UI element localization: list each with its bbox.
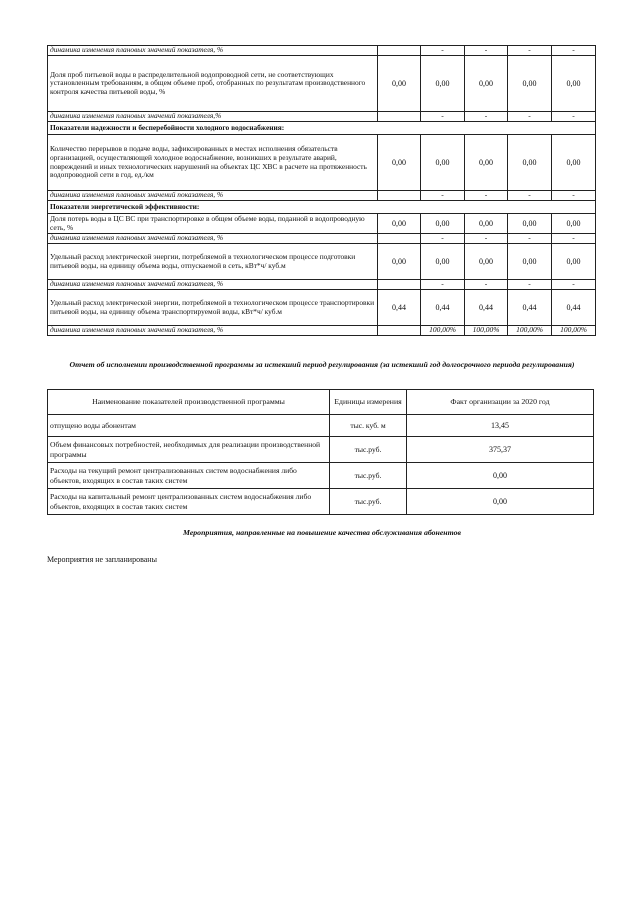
indicator-value (378, 326, 421, 336)
report-header-name: Наименование показателей производственной программы (48, 390, 330, 415)
report-cell-fact: 0,00 (407, 489, 594, 515)
indicator-value: 0,00 (552, 56, 596, 112)
indicator-label: динамика изменения плановых значений показателя, % (48, 46, 378, 56)
indicator-value (378, 280, 421, 290)
indicator-value: - (421, 46, 465, 56)
indicator-value: 0,00 (378, 244, 421, 280)
report-title: Отчет об исполнении производственной программы за истекший период регулирования (за истекший год долгосрочного периода регулирования) (69, 360, 575, 369)
indicator-label: Удельный расход электрической энергии, потребляемой в технологическом процессе подготовки питьевой воды, на единицу объема воды, отпускаемой в сеть, кВт*ч/ куб.м (48, 244, 378, 280)
report-cell-unit: тыс.руб. (330, 437, 407, 463)
indicator-value: 0,00 (552, 244, 596, 280)
indicator-value: 0,44 (378, 290, 421, 326)
indicator-label: Доля проб питьевой воды в распределительной водопроводной сети, не соответствующих установленным требованиям, в общем объеме проб, отобранных по результатам производственного контроля качества питьевой воды, % (48, 56, 378, 112)
dynamics-row (48, 112, 596, 122)
indicator-value: - (552, 234, 596, 244)
dynamics-row (48, 46, 596, 56)
indicator-label: Удельный расход электрической энергии, потребляемой в технологическом процессе транспортировки питьевой воды, на единицу объема транспортируемой воды, кВт*ч/ куб.м (48, 290, 378, 326)
indicator-row (48, 244, 596, 280)
indicator-value: 100,00% (552, 326, 596, 336)
indicator-value: 0,00 (508, 244, 552, 280)
indicator-value: 0,00 (508, 56, 552, 112)
indicator-value (378, 234, 421, 244)
indicator-value: - (508, 112, 552, 122)
indicator-value (378, 46, 421, 56)
indicator-value: 0,00 (465, 244, 508, 280)
report-header-unit: Единицы измерения (330, 390, 407, 415)
indicator-value: - (465, 46, 508, 56)
indicator-value: - (421, 234, 465, 244)
indicator-value (378, 112, 421, 122)
indicator-value: - (508, 280, 552, 290)
indicator-value: - (465, 112, 508, 122)
indicator-value: 0,00 (421, 135, 465, 191)
report-table (47, 389, 594, 515)
report-cell-fact: 13,45 (407, 415, 594, 437)
indicator-value: 0,00 (421, 214, 465, 234)
indicator-value: - (508, 46, 552, 56)
indicator-label: Количество перерывов в подаче воды, зафиксированных в местах исполнения обязательств организацией, осуществляющей холодное водоснабжение, возникших в результате аварий, повреждений и иных технологических нарушений на объектах ЦС ХВС в расчете на протяженность водопроводной сети в год, ед./км (48, 135, 378, 191)
report-cell-name: Объем финансовых потребностей, необходимых для реализации производственной программы (48, 437, 330, 463)
measures-text: Мероприятия не запланированы (47, 555, 157, 564)
indicator-value: 0,00 (508, 135, 552, 191)
indicator-value: 100,00% (465, 326, 508, 336)
report-header-fact: Факт организации за 2020 год (407, 390, 594, 415)
indicator-value: 0,00 (508, 214, 552, 234)
indicator-label: динамика изменения плановых значений показателя, % (48, 280, 378, 290)
indicator-value: - (508, 234, 552, 244)
dynamics-row (48, 191, 596, 201)
report-cell-name: Расходы на текущий ремонт централизованных систем водоснабжения либо объектов, входящих в состав таких систем (48, 463, 330, 489)
indicator-label: динамика изменения плановых значений показателя,% (48, 112, 378, 122)
indicator-value (378, 191, 421, 201)
indicator-value: 0,00 (552, 135, 596, 191)
indicator-value: 100,00% (421, 326, 465, 336)
indicator-value: 0,44 (508, 290, 552, 326)
dynamics-row (48, 326, 596, 336)
indicator-value: - (552, 112, 596, 122)
section-label: Показатели надежности и бесперебойности холодного водоснабжения: (48, 122, 596, 135)
indicator-value: - (465, 280, 508, 290)
indicator-label: динамика изменения плановых значений показателя, % (48, 234, 378, 244)
section-row (48, 201, 596, 214)
section-label: Показатели энергетической эффективности: (48, 201, 596, 214)
indicator-row (48, 56, 596, 112)
indicator-value: 0,44 (552, 290, 596, 326)
section-row (48, 122, 596, 135)
report-row (48, 489, 594, 515)
indicator-value: 0,44 (465, 290, 508, 326)
report-header-row (48, 390, 594, 415)
indicator-value: - (421, 112, 465, 122)
dynamics-row (48, 234, 596, 244)
indicators-table-body (48, 46, 596, 336)
indicators-table (47, 45, 596, 336)
indicator-value: 0,00 (421, 56, 465, 112)
indicator-value: 0,00 (421, 244, 465, 280)
indicator-value: 0,00 (378, 56, 421, 112)
dynamics-row (48, 280, 596, 290)
indicator-value: 0,00 (378, 214, 421, 234)
indicator-row (48, 135, 596, 191)
indicator-value: 0,44 (421, 290, 465, 326)
indicator-value: - (421, 191, 465, 201)
indicator-label: Доля потерь воды в ЦС ВС при транспортировке в общем объеме воды, поданной в водопроводную сеть, % (48, 214, 378, 234)
report-cell-name: отпущено воды абонентам (48, 415, 330, 437)
report-cell-unit: тыс.руб. (330, 463, 407, 489)
indicator-value: 0,00 (378, 135, 421, 191)
report-cell-unit: тыс.руб. (330, 489, 407, 515)
report-cell-unit: тыс. куб. м (330, 415, 407, 437)
indicator-label: динамика изменения плановых значений показателя, % (48, 191, 378, 201)
indicator-value: - (465, 191, 508, 201)
report-table-body (48, 415, 594, 515)
indicator-label: динамика изменения плановых значений показателя, % (48, 326, 378, 336)
indicator-value: 0,00 (465, 214, 508, 234)
indicator-value: 0,00 (552, 214, 596, 234)
indicator-value: - (421, 280, 465, 290)
report-cell-fact: 0,00 (407, 463, 594, 489)
indicator-value: - (552, 191, 596, 201)
indicator-row (48, 290, 596, 326)
indicator-value: - (552, 280, 596, 290)
report-row (48, 437, 594, 463)
report-cell-fact: 375,37 (407, 437, 594, 463)
indicator-value: 0,00 (465, 56, 508, 112)
report-row (48, 415, 594, 437)
indicator-row (48, 214, 596, 234)
measures-title: Мероприятия, направленные на повышение качества обслуживания абонентов (183, 528, 461, 537)
report-row (48, 463, 594, 489)
indicator-value: - (552, 46, 596, 56)
indicator-value: - (508, 191, 552, 201)
indicator-value: 100,00% (508, 326, 552, 336)
indicator-value: 0,00 (465, 135, 508, 191)
report-cell-name: Расходы на капитальный ремонт централизованных систем водоснабжения либо объектов, входящих в состав таких систем (48, 489, 330, 515)
indicator-value: - (465, 234, 508, 244)
